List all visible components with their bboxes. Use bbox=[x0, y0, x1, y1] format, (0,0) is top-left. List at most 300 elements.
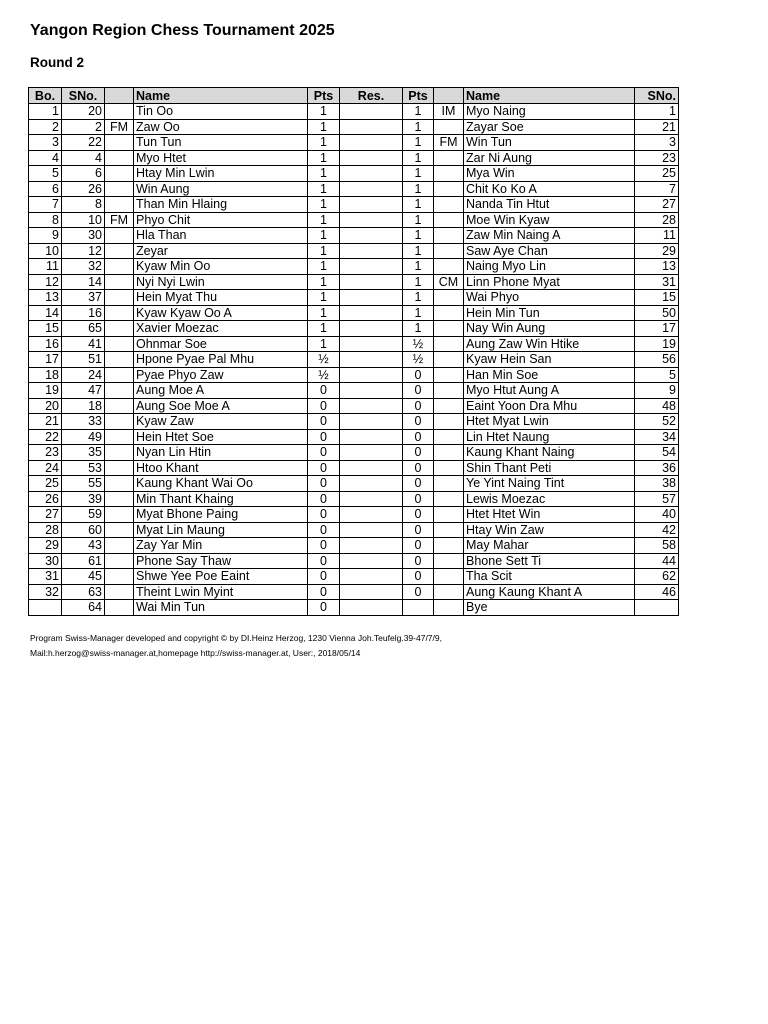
black-name-cell: Nanda Tin Htut bbox=[464, 197, 635, 213]
white-title-cell bbox=[105, 259, 134, 275]
board-number-cell: 10 bbox=[29, 243, 62, 259]
table-row bbox=[29, 584, 679, 600]
white-name-cell: Theint Lwin Myint bbox=[134, 584, 308, 600]
black-name-cell: Eaint Yoon Dra Mhu bbox=[464, 398, 635, 414]
black-sno-cell: 62 bbox=[635, 569, 679, 585]
result-cell bbox=[340, 414, 403, 430]
black-title-cell bbox=[434, 119, 464, 135]
black-name-cell: Aung Zaw Win Htike bbox=[464, 336, 635, 352]
pairings-body bbox=[29, 104, 679, 616]
table-row bbox=[29, 476, 679, 492]
white-sno-cell: 24 bbox=[62, 367, 105, 383]
white-name-cell: Htay Min Lwin bbox=[134, 166, 308, 182]
result-cell bbox=[340, 445, 403, 461]
result-cell bbox=[340, 135, 403, 151]
black-name-cell: Chit Ko Ko A bbox=[464, 181, 635, 197]
white-title-cell bbox=[105, 352, 134, 368]
footer-line-2: Mail:h.herzog@swiss-manager.at,homepage http://swiss-manager.at, User:, 2018/05/14 bbox=[30, 648, 361, 658]
table-row bbox=[29, 460, 679, 476]
black-name-cell: Zayar Soe bbox=[464, 119, 635, 135]
white-title-cell bbox=[105, 135, 134, 151]
white-title-cell bbox=[105, 150, 134, 166]
white-name-cell: Hein Myat Thu bbox=[134, 290, 308, 306]
white-points-cell: 0 bbox=[308, 414, 340, 430]
board-number-cell: 9 bbox=[29, 228, 62, 244]
black-points-cell: 0 bbox=[403, 522, 434, 538]
black-title-cell bbox=[434, 383, 464, 399]
white-points-cell: 0 bbox=[308, 522, 340, 538]
black-sno-cell: 58 bbox=[635, 538, 679, 554]
white-sno-cell: 32 bbox=[62, 259, 105, 275]
table-row bbox=[29, 367, 679, 383]
result-cell bbox=[340, 166, 403, 182]
header-white-sno: SNo. bbox=[62, 88, 105, 104]
black-title-cell bbox=[434, 584, 464, 600]
board-number-cell: 23 bbox=[29, 445, 62, 461]
result-cell bbox=[340, 243, 403, 259]
black-name-cell: Kaung Khant Naing bbox=[464, 445, 635, 461]
black-name-cell: Saw Aye Chan bbox=[464, 243, 635, 259]
black-name-cell: Aung Kaung Khant A bbox=[464, 584, 635, 600]
table-row bbox=[29, 166, 679, 182]
table-row bbox=[29, 135, 679, 151]
white-points-cell: 0 bbox=[308, 507, 340, 523]
white-points-cell: ½ bbox=[308, 352, 340, 368]
black-sno-cell bbox=[635, 600, 679, 616]
footer-line-1: Program Swiss-Manager developed and copyright © by DI.Heinz Herzog, 1230 Vienna Joh.Teufelg.39-47/7/9, bbox=[30, 633, 442, 643]
black-sno-cell: 19 bbox=[635, 336, 679, 352]
white-name-cell: Nyi Nyi Lwin bbox=[134, 274, 308, 290]
white-sno-cell: 20 bbox=[62, 104, 105, 120]
white-title-cell bbox=[105, 429, 134, 445]
result-cell bbox=[340, 398, 403, 414]
white-name-cell: Kyaw Zaw bbox=[134, 414, 308, 430]
table-row bbox=[29, 383, 679, 399]
white-sno-cell: 60 bbox=[62, 522, 105, 538]
black-title-cell: IM bbox=[434, 104, 464, 120]
white-name-cell: Nyan Lin Htin bbox=[134, 445, 308, 461]
black-name-cell: Htet Myat Lwin bbox=[464, 414, 635, 430]
round-label: Round 2 bbox=[30, 55, 84, 70]
board-number-cell: 25 bbox=[29, 476, 62, 492]
black-sno-cell: 3 bbox=[635, 135, 679, 151]
black-points-cell: 1 bbox=[403, 243, 434, 259]
white-name-cell: Than Min Hlaing bbox=[134, 197, 308, 213]
white-sno-cell: 12 bbox=[62, 243, 105, 259]
white-name-cell: Hpone Pyae Pal Mhu bbox=[134, 352, 308, 368]
white-sno-cell: 47 bbox=[62, 383, 105, 399]
white-points-cell: 0 bbox=[308, 553, 340, 569]
black-name-cell: Hein Min Tun bbox=[464, 305, 635, 321]
white-points-cell: 0 bbox=[308, 538, 340, 554]
result-cell bbox=[340, 181, 403, 197]
black-title-cell bbox=[434, 429, 464, 445]
black-sno-cell: 56 bbox=[635, 352, 679, 368]
white-name-cell: Ohnmar Soe bbox=[134, 336, 308, 352]
white-points-cell: 0 bbox=[308, 445, 340, 461]
header-black-name: Name bbox=[464, 88, 635, 104]
white-points-cell: 1 bbox=[308, 290, 340, 306]
result-cell bbox=[340, 522, 403, 538]
table-row bbox=[29, 274, 679, 290]
header-white-name: Name bbox=[134, 88, 308, 104]
black-name-cell: Bhone Sett Ti bbox=[464, 553, 635, 569]
board-number-cell: 30 bbox=[29, 553, 62, 569]
white-points-cell: 1 bbox=[308, 259, 340, 275]
black-sno-cell: 31 bbox=[635, 274, 679, 290]
black-sno-cell: 46 bbox=[635, 584, 679, 600]
black-sno-cell: 9 bbox=[635, 383, 679, 399]
table-row bbox=[29, 352, 679, 368]
table-row bbox=[29, 398, 679, 414]
white-title-cell bbox=[105, 414, 134, 430]
black-points-cell: 0 bbox=[403, 429, 434, 445]
result-cell bbox=[340, 553, 403, 569]
white-name-cell: Phyo Chit bbox=[134, 212, 308, 228]
white-points-cell: 0 bbox=[308, 584, 340, 600]
black-points-cell: 0 bbox=[403, 383, 434, 399]
white-points-cell: 0 bbox=[308, 491, 340, 507]
white-title-cell bbox=[105, 445, 134, 461]
board-number-cell: 32 bbox=[29, 584, 62, 600]
white-title-cell bbox=[105, 181, 134, 197]
white-name-cell: Pyae Phyo Zaw bbox=[134, 367, 308, 383]
table-row bbox=[29, 243, 679, 259]
white-title-cell bbox=[105, 538, 134, 554]
result-cell bbox=[340, 119, 403, 135]
board-number-cell: 8 bbox=[29, 212, 62, 228]
table-row bbox=[29, 321, 679, 337]
black-points-cell: 0 bbox=[403, 476, 434, 492]
black-name-cell: Wai Phyo bbox=[464, 290, 635, 306]
table-row bbox=[29, 507, 679, 523]
black-name-cell: Naing Myo Lin bbox=[464, 259, 635, 275]
white-title-cell bbox=[105, 104, 134, 120]
black-name-cell: Tha Scit bbox=[464, 569, 635, 585]
white-title-cell bbox=[105, 321, 134, 337]
black-points-cell: 1 bbox=[403, 212, 434, 228]
header-black-pts: Pts bbox=[403, 88, 434, 104]
header-black-title bbox=[434, 88, 464, 104]
white-sno-cell: 26 bbox=[62, 181, 105, 197]
white-points-cell: 1 bbox=[308, 181, 340, 197]
footer-copyright bbox=[30, 631, 442, 661]
white-title-cell bbox=[105, 197, 134, 213]
white-points-cell: 0 bbox=[308, 460, 340, 476]
pairings-table bbox=[28, 87, 679, 616]
black-title-cell bbox=[434, 352, 464, 368]
white-name-cell: Myat Bhone Paing bbox=[134, 507, 308, 523]
table-row bbox=[29, 569, 679, 585]
result-cell bbox=[340, 336, 403, 352]
table-row bbox=[29, 538, 679, 554]
black-name-cell: Moe Win Kyaw bbox=[464, 212, 635, 228]
black-sno-cell: 7 bbox=[635, 181, 679, 197]
table-row bbox=[29, 197, 679, 213]
white-title-cell bbox=[105, 569, 134, 585]
black-sno-cell: 44 bbox=[635, 553, 679, 569]
white-sno-cell: 33 bbox=[62, 414, 105, 430]
board-number-cell: 15 bbox=[29, 321, 62, 337]
board-number-cell: 21 bbox=[29, 414, 62, 430]
table-row bbox=[29, 259, 679, 275]
black-name-cell: Ye Yint Naing Tint bbox=[464, 476, 635, 492]
black-sno-cell: 48 bbox=[635, 398, 679, 414]
black-points-cell: ½ bbox=[403, 336, 434, 352]
black-points-cell: 1 bbox=[403, 197, 434, 213]
white-points-cell: 1 bbox=[308, 197, 340, 213]
white-points-cell: 0 bbox=[308, 476, 340, 492]
black-name-cell: Lewis Moezac bbox=[464, 491, 635, 507]
white-name-cell: Wai Min Tun bbox=[134, 600, 308, 616]
result-cell bbox=[340, 429, 403, 445]
black-title-cell bbox=[434, 305, 464, 321]
black-title-cell bbox=[434, 445, 464, 461]
black-points-cell: 0 bbox=[403, 569, 434, 585]
white-title-cell bbox=[105, 228, 134, 244]
header-white-pts: Pts bbox=[308, 88, 340, 104]
white-title-cell: FM bbox=[105, 119, 134, 135]
white-name-cell: Min Thant Khaing bbox=[134, 491, 308, 507]
table-row bbox=[29, 104, 679, 120]
black-title-cell bbox=[434, 414, 464, 430]
white-points-cell: 1 bbox=[308, 119, 340, 135]
black-points-cell: 0 bbox=[403, 538, 434, 554]
white-points-cell: 1 bbox=[308, 274, 340, 290]
white-sno-cell: 39 bbox=[62, 491, 105, 507]
white-title-cell bbox=[105, 522, 134, 538]
white-points-cell: 1 bbox=[308, 243, 340, 259]
white-name-cell: Kyaw Min Oo bbox=[134, 259, 308, 275]
black-sno-cell: 54 bbox=[635, 445, 679, 461]
table-row bbox=[29, 522, 679, 538]
white-name-cell: Hla Than bbox=[134, 228, 308, 244]
black-points-cell: 1 bbox=[403, 228, 434, 244]
white-name-cell: Aung Moe A bbox=[134, 383, 308, 399]
black-title-cell bbox=[434, 243, 464, 259]
white-sno-cell: 35 bbox=[62, 445, 105, 461]
white-name-cell: Htoo Khant bbox=[134, 460, 308, 476]
table-header-row bbox=[29, 88, 679, 104]
board-number-cell: 13 bbox=[29, 290, 62, 306]
white-title-cell bbox=[105, 243, 134, 259]
result-cell bbox=[340, 367, 403, 383]
table-row bbox=[29, 553, 679, 569]
black-sno-cell: 15 bbox=[635, 290, 679, 306]
black-sno-cell: 21 bbox=[635, 119, 679, 135]
black-sno-cell: 23 bbox=[635, 150, 679, 166]
board-number-cell: 28 bbox=[29, 522, 62, 538]
white-title-cell bbox=[105, 336, 134, 352]
black-title-cell bbox=[434, 212, 464, 228]
black-title-cell bbox=[434, 507, 464, 523]
white-sno-cell: 22 bbox=[62, 135, 105, 151]
black-points-cell: 0 bbox=[403, 584, 434, 600]
black-points-cell: 0 bbox=[403, 414, 434, 430]
result-cell bbox=[340, 352, 403, 368]
white-name-cell: Shwe Yee Poe Eaint bbox=[134, 569, 308, 585]
white-sno-cell: 14 bbox=[62, 274, 105, 290]
result-cell bbox=[340, 476, 403, 492]
black-points-cell: 1 bbox=[403, 290, 434, 306]
black-name-cell: Nay Win Aung bbox=[464, 321, 635, 337]
black-points-cell: 1 bbox=[403, 166, 434, 182]
black-title-cell bbox=[434, 398, 464, 414]
white-title-cell bbox=[105, 166, 134, 182]
table-row bbox=[29, 429, 679, 445]
header-black-sno: SNo. bbox=[635, 88, 679, 104]
black-title-cell: CM bbox=[434, 274, 464, 290]
white-sno-cell: 64 bbox=[62, 600, 105, 616]
white-name-cell: Myo Htet bbox=[134, 150, 308, 166]
white-sno-cell: 53 bbox=[62, 460, 105, 476]
result-cell bbox=[340, 538, 403, 554]
table-row bbox=[29, 414, 679, 430]
result-cell bbox=[340, 600, 403, 616]
black-points-cell: 0 bbox=[403, 460, 434, 476]
white-name-cell: Tin Oo bbox=[134, 104, 308, 120]
result-cell bbox=[340, 584, 403, 600]
black-name-cell: Bye bbox=[464, 600, 635, 616]
black-sno-cell: 52 bbox=[635, 414, 679, 430]
white-sno-cell: 18 bbox=[62, 398, 105, 414]
white-points-cell: 0 bbox=[308, 383, 340, 399]
board-number-cell: 18 bbox=[29, 367, 62, 383]
black-sno-cell: 38 bbox=[635, 476, 679, 492]
white-title-cell bbox=[105, 290, 134, 306]
white-name-cell: Tun Tun bbox=[134, 135, 308, 151]
black-sno-cell: 11 bbox=[635, 228, 679, 244]
black-points-cell: 1 bbox=[403, 104, 434, 120]
black-points-cell: ½ bbox=[403, 352, 434, 368]
black-points-cell: 1 bbox=[403, 321, 434, 337]
black-points-cell: 0 bbox=[403, 445, 434, 461]
result-cell bbox=[340, 569, 403, 585]
page-title: Yangon Region Chess Tournament 2025 bbox=[30, 22, 335, 39]
white-points-cell: 1 bbox=[308, 212, 340, 228]
white-points-cell: 1 bbox=[308, 150, 340, 166]
black-points-cell: 0 bbox=[403, 367, 434, 383]
board-number-cell: 1 bbox=[29, 104, 62, 120]
black-title-cell bbox=[434, 367, 464, 383]
header-board: Bo. bbox=[29, 88, 62, 104]
white-title-cell: FM bbox=[105, 212, 134, 228]
board-number-cell: 16 bbox=[29, 336, 62, 352]
result-cell bbox=[340, 507, 403, 523]
header-result: Res. bbox=[340, 88, 403, 104]
board-number-cell: 6 bbox=[29, 181, 62, 197]
board-number-cell: 22 bbox=[29, 429, 62, 445]
white-title-cell bbox=[105, 460, 134, 476]
white-title-cell bbox=[105, 491, 134, 507]
white-sno-cell: 37 bbox=[62, 290, 105, 306]
black-sno-cell: 1 bbox=[635, 104, 679, 120]
black-title-cell bbox=[434, 553, 464, 569]
result-cell bbox=[340, 274, 403, 290]
board-number-cell: 19 bbox=[29, 383, 62, 399]
white-name-cell: Phone Say Thaw bbox=[134, 553, 308, 569]
white-points-cell: 1 bbox=[308, 321, 340, 337]
white-sno-cell: 65 bbox=[62, 321, 105, 337]
black-name-cell: Shin Thant Peti bbox=[464, 460, 635, 476]
board-number-cell: 11 bbox=[29, 259, 62, 275]
white-name-cell: Zay Yar Min bbox=[134, 538, 308, 554]
black-sno-cell: 5 bbox=[635, 367, 679, 383]
black-name-cell: Zar Ni Aung bbox=[464, 150, 635, 166]
white-points-cell: 1 bbox=[308, 166, 340, 182]
header-white-title bbox=[105, 88, 134, 104]
result-cell bbox=[340, 197, 403, 213]
black-points-cell: 0 bbox=[403, 553, 434, 569]
white-title-cell bbox=[105, 507, 134, 523]
black-title-cell bbox=[434, 336, 464, 352]
white-sno-cell: 4 bbox=[62, 150, 105, 166]
white-name-cell: Kyaw Kyaw Oo A bbox=[134, 305, 308, 321]
white-points-cell: 1 bbox=[308, 305, 340, 321]
black-title-cell bbox=[434, 290, 464, 306]
black-title-cell bbox=[434, 600, 464, 616]
white-name-cell: Hein Htet Soe bbox=[134, 429, 308, 445]
black-points-cell bbox=[403, 600, 434, 616]
board-number-cell bbox=[29, 600, 62, 616]
white-points-cell: 1 bbox=[308, 135, 340, 151]
black-points-cell: 1 bbox=[403, 181, 434, 197]
black-title-cell bbox=[434, 476, 464, 492]
white-points-cell: 0 bbox=[308, 398, 340, 414]
white-sno-cell: 41 bbox=[62, 336, 105, 352]
white-sno-cell: 55 bbox=[62, 476, 105, 492]
black-name-cell: Linn Phone Myat bbox=[464, 274, 635, 290]
black-name-cell: May Mahar bbox=[464, 538, 635, 554]
board-number-cell: 3 bbox=[29, 135, 62, 151]
board-number-cell: 24 bbox=[29, 460, 62, 476]
white-sno-cell: 16 bbox=[62, 305, 105, 321]
black-title-cell bbox=[434, 321, 464, 337]
white-sno-cell: 45 bbox=[62, 569, 105, 585]
white-points-cell: 1 bbox=[308, 228, 340, 244]
black-title-cell bbox=[434, 197, 464, 213]
board-number-cell: 31 bbox=[29, 569, 62, 585]
white-name-cell: Zaw Oo bbox=[134, 119, 308, 135]
table-row bbox=[29, 600, 679, 616]
white-points-cell: 1 bbox=[308, 336, 340, 352]
white-sno-cell: 49 bbox=[62, 429, 105, 445]
result-cell bbox=[340, 212, 403, 228]
result-cell bbox=[340, 150, 403, 166]
black-sno-cell: 57 bbox=[635, 491, 679, 507]
table-row bbox=[29, 228, 679, 244]
table-row bbox=[29, 181, 679, 197]
black-sno-cell: 25 bbox=[635, 166, 679, 182]
black-name-cell: Myo Htut Aung A bbox=[464, 383, 635, 399]
white-sno-cell: 43 bbox=[62, 538, 105, 554]
black-title-cell bbox=[434, 228, 464, 244]
white-title-cell bbox=[105, 274, 134, 290]
black-sno-cell: 36 bbox=[635, 460, 679, 476]
table-row bbox=[29, 290, 679, 306]
white-title-cell bbox=[105, 600, 134, 616]
white-points-cell: 0 bbox=[308, 569, 340, 585]
black-sno-cell: 29 bbox=[635, 243, 679, 259]
board-number-cell: 17 bbox=[29, 352, 62, 368]
result-cell bbox=[340, 491, 403, 507]
black-sno-cell: 40 bbox=[635, 507, 679, 523]
black-title-cell: FM bbox=[434, 135, 464, 151]
board-number-cell: 14 bbox=[29, 305, 62, 321]
result-cell bbox=[340, 383, 403, 399]
black-name-cell: Htet Htet Win bbox=[464, 507, 635, 523]
table-row bbox=[29, 150, 679, 166]
